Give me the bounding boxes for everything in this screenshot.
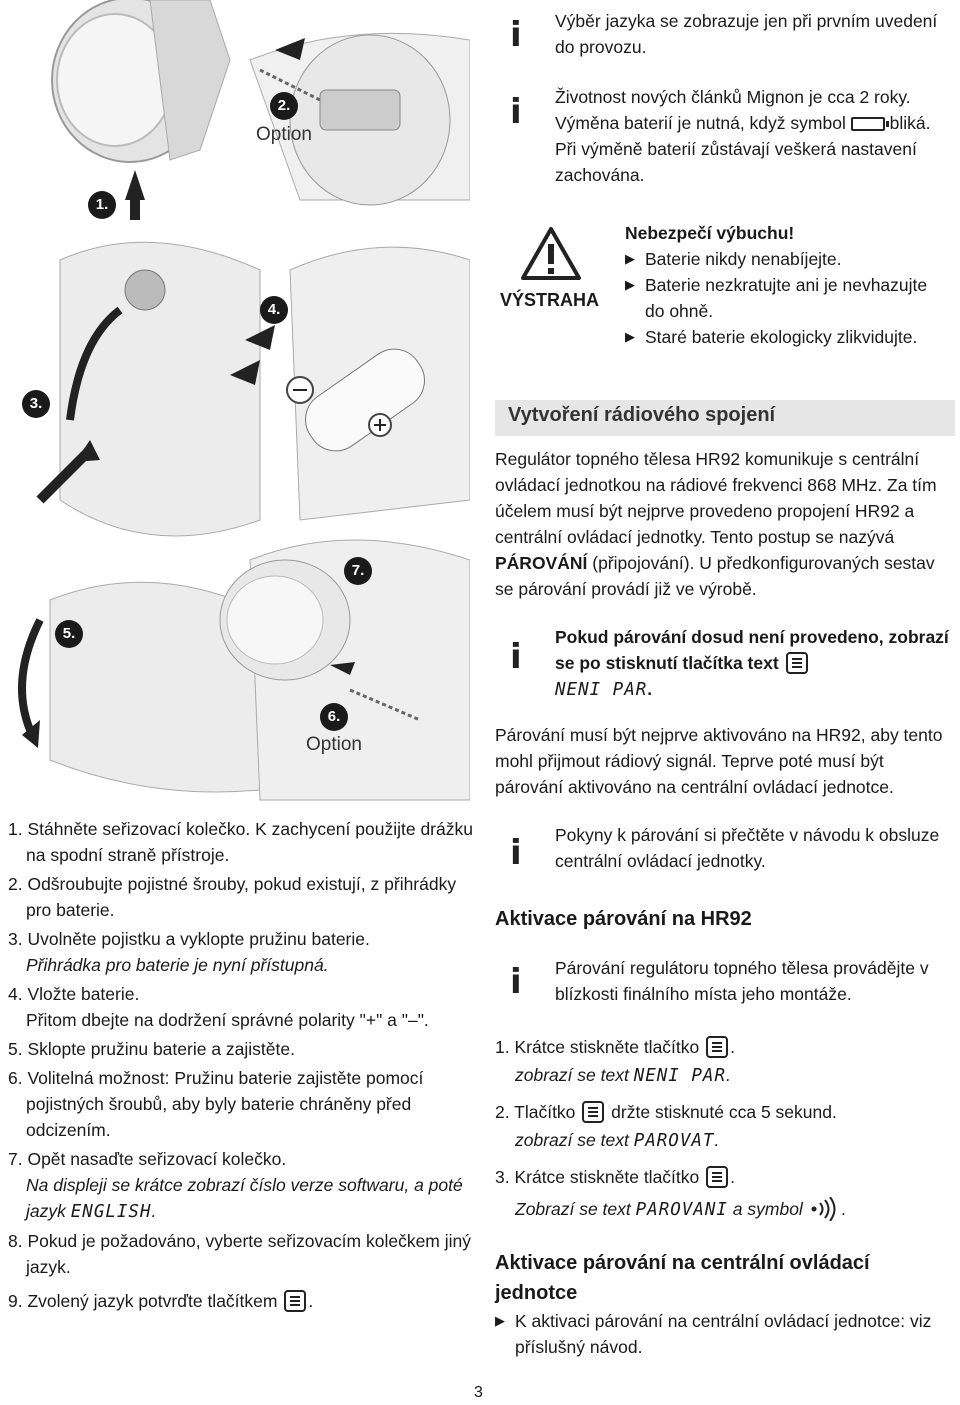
hr92-step-2-result: zobrazí se text PAROVAT.: [515, 1130, 720, 1151]
step-badge: 7.: [344, 557, 372, 585]
pairing-keyword: PÁROVÁNÍ: [495, 553, 588, 573]
hr92-step-2-post: držte stisknuté cca 5 sekund.: [611, 1102, 837, 1122]
pairing-note: Pokud párování dosud není provedeno, zobrazí se po stisknutí tlačítka text NENI PAR.: [555, 627, 949, 700]
hr92-step-1-text: 1. Krátce stiskněte tlačítko: [495, 1037, 700, 1057]
warning-label: VÝSTRAHA: [500, 290, 600, 310]
step-4-note: Přitom dbejte na dodržení správné polarity "+" a "–".: [26, 1010, 429, 1030]
step-7-note-text: Na displeji se krátce zobrazí číslo verze softwaru, a poté jazyk: [26, 1175, 463, 1221]
menu-button-icon: [284, 1290, 306, 1312]
battery-installation-illustration: [0, 0, 470, 810]
hr92-step-3-text: 3. Krátce stiskněte tlačítko: [495, 1167, 700, 1187]
hr92-step-3: 3. Krátce stiskněte tlačítko .: [495, 1167, 736, 1187]
step-badge: 2.: [270, 92, 298, 120]
battery-life-text: Životnost nových článků Mignon je cca 2 roky.: [555, 87, 911, 107]
hr92-step-3-result-text: Zobrazí se text: [515, 1199, 631, 1219]
hr92-steps: [495, 1034, 955, 1228]
central-list-items: [495, 1308, 955, 1360]
battery-replace-pre: Výměna baterií je nutná, když symbol: [555, 113, 846, 133]
page-number: 3: [474, 1384, 483, 1401]
radio-signal-icon: [808, 1197, 842, 1228]
step-badge: 3.: [22, 390, 50, 418]
step-badge: 5.: [55, 620, 83, 648]
hr92-step-2: [495, 1099, 955, 1125]
info-icon: i: [510, 15, 522, 55]
radio-paragraph-b: (připojování). U předkonfigurovaných sestav se párování provádí již ve výrobě.: [495, 553, 935, 599]
step-5: 5. Sklopte pružinu baterie a zajistěte.: [8, 1039, 295, 1059]
step-4: 4. Vložte baterie.: [8, 984, 140, 1004]
info-icon: i: [510, 833, 522, 873]
step-2: 2. Odšroubujte pojistné šrouby, pokud existují, z přihrádky pro baterie.: [8, 874, 457, 920]
info-icon: i: [510, 637, 522, 677]
battery-settings-text: Při výměně baterií zůstávají veškerá nastavení zachována.: [555, 139, 917, 185]
step-badge: 4.: [260, 296, 288, 324]
hr92-step-1-result: zobrazí se text NENI PAR.: [515, 1065, 731, 1086]
warning-title: Nebezpečí výbuchu!: [625, 223, 795, 243]
menu-button-icon: [582, 1101, 604, 1123]
installation-steps: [8, 816, 478, 1314]
info-icon: i: [510, 92, 522, 132]
battery-icon: [851, 117, 885, 131]
warning-triangle-icon: [520, 226, 582, 287]
lcd-text-neni-par: NENI PAR: [633, 1066, 726, 1086]
section-heading-radio: Vytvoření rádiového spojení: [508, 404, 776, 426]
step-7: 7. Opět nasaďte seřizovací kolečko.: [8, 1149, 287, 1169]
hr92-note: Párování regulátoru topného tělesa provádějte v blízkosti finálního místa jeho montáže.: [555, 958, 929, 1004]
option-label: Option: [256, 124, 312, 145]
step-badge: 1.: [88, 191, 116, 219]
hr92-step-1: 1. Krátce stiskněte tlačítko .: [495, 1037, 736, 1057]
hr92-step-3-symbol-text: a symbol: [732, 1199, 803, 1219]
pairing-note-text: Pokud párování dosud není provedeno, zobrazí se po stisknutí tlačítka text: [555, 627, 949, 673]
battery-replace-post: bliká.: [889, 113, 931, 133]
section-heading-hr92: Aktivace párování na HR92: [495, 908, 752, 930]
pairing-manual-note: Pokyny k párování si přečtěte v návodu k obsluze centrální ovládací jednotky.: [555, 825, 940, 871]
hr92-step-1-result-text: zobrazí se text: [515, 1065, 629, 1085]
central-list: [495, 1308, 955, 1360]
step-7-note: Na displeji se krátce zobrazí číslo verze softwaru, a poté jazyk ENGLISH.: [26, 1175, 463, 1222]
radio-paragraph-a: Regulátor topného tělesa HR92 komunikuje s centrální ovládací jednotkou na rádiové frekvenci 868 MHz. Za tím účelem musí být nejprve provedeno propojení HR92 a centrální ovládací jednotky. Tento postup se nazývá: [495, 449, 937, 547]
menu-button-icon: [786, 652, 808, 674]
illustration-area: [0, 0, 470, 810]
warning-list: [625, 246, 945, 350]
warning-item: ▶ Baterie nikdy nenabíjejte.: [625, 246, 945, 272]
menu-button-icon: [706, 1166, 728, 1188]
hr92-step-3-result: Zobrazí se text PAROVANI a symbol .: [495, 1196, 955, 1228]
step-1: 1. Stáhněte seřizovací kolečko. K zachycení použijte drážku na spodní straně přístroje.: [8, 819, 473, 865]
hr92-step-2-pre: 2. Tlačítko: [495, 1102, 576, 1122]
step-badge: 6.: [320, 703, 348, 731]
info-battery: [555, 84, 950, 188]
info-icon: i: [510, 962, 522, 1002]
lcd-text-english: ENGLISH: [70, 1202, 152, 1222]
step-9-text: 9. Zvolený jazyk potvrďte tlačítkem: [8, 1291, 278, 1311]
lcd-text-neni-par: NENI PAR: [555, 680, 648, 700]
section-heading-central: Aktivace párování na centrální ovládací jednotce: [495, 1252, 870, 1304]
radio-paragraph: [495, 446, 955, 602]
option-label: Option: [306, 734, 362, 755]
step-8: 8. Pokud je požadováno, vyberte seřizovacím kolečkem jiný jazyk.: [8, 1231, 472, 1277]
central-item: ▶ K aktivaci párování na centrální ovládací jednotce: viz příslušný návod.: [495, 1308, 955, 1360]
lcd-text-parovani: PAROVANI: [635, 1200, 728, 1220]
battery-replace-text: [555, 110, 950, 136]
step-3: 3. Uvolněte pojistku a vyklopte pružinu baterie.: [8, 929, 370, 949]
menu-button-icon: [706, 1036, 728, 1058]
step-9: 9. Zvolený jazyk potvrďte tlačítkem .: [8, 1291, 314, 1311]
step-6: 6. Volitelná možnost: Pružinu baterie zajistěte pomocí pojistných šroubů, aby byly baterie chráněny před odcizením.: [8, 1068, 424, 1140]
pairing-paragraph: Párování musí být nejprve aktivováno na HR92, aby tento mohl přijmout rádiový signál. Teprve poté musí být párování aktivováno na centrální ovládací jednotce.: [495, 725, 943, 797]
step-3-note: Přihrádka pro baterie je nyní přístupná.: [26, 955, 329, 975]
lcd-text-parovat: PAROVAT: [633, 1131, 715, 1151]
warning-item: ▶ Baterie nezkratujte ani je nevhazujte do ohně.: [625, 272, 945, 324]
warning-item: ▶ Staré baterie ekologicky zlikvidujte.: [625, 324, 945, 350]
hr92-step-2-result-text: zobrazí se text: [515, 1130, 629, 1150]
info-language: Výběr jazyka se zobrazuje jen při prvním uvedení do provozu.: [555, 11, 938, 57]
warning-box: [625, 220, 945, 350]
